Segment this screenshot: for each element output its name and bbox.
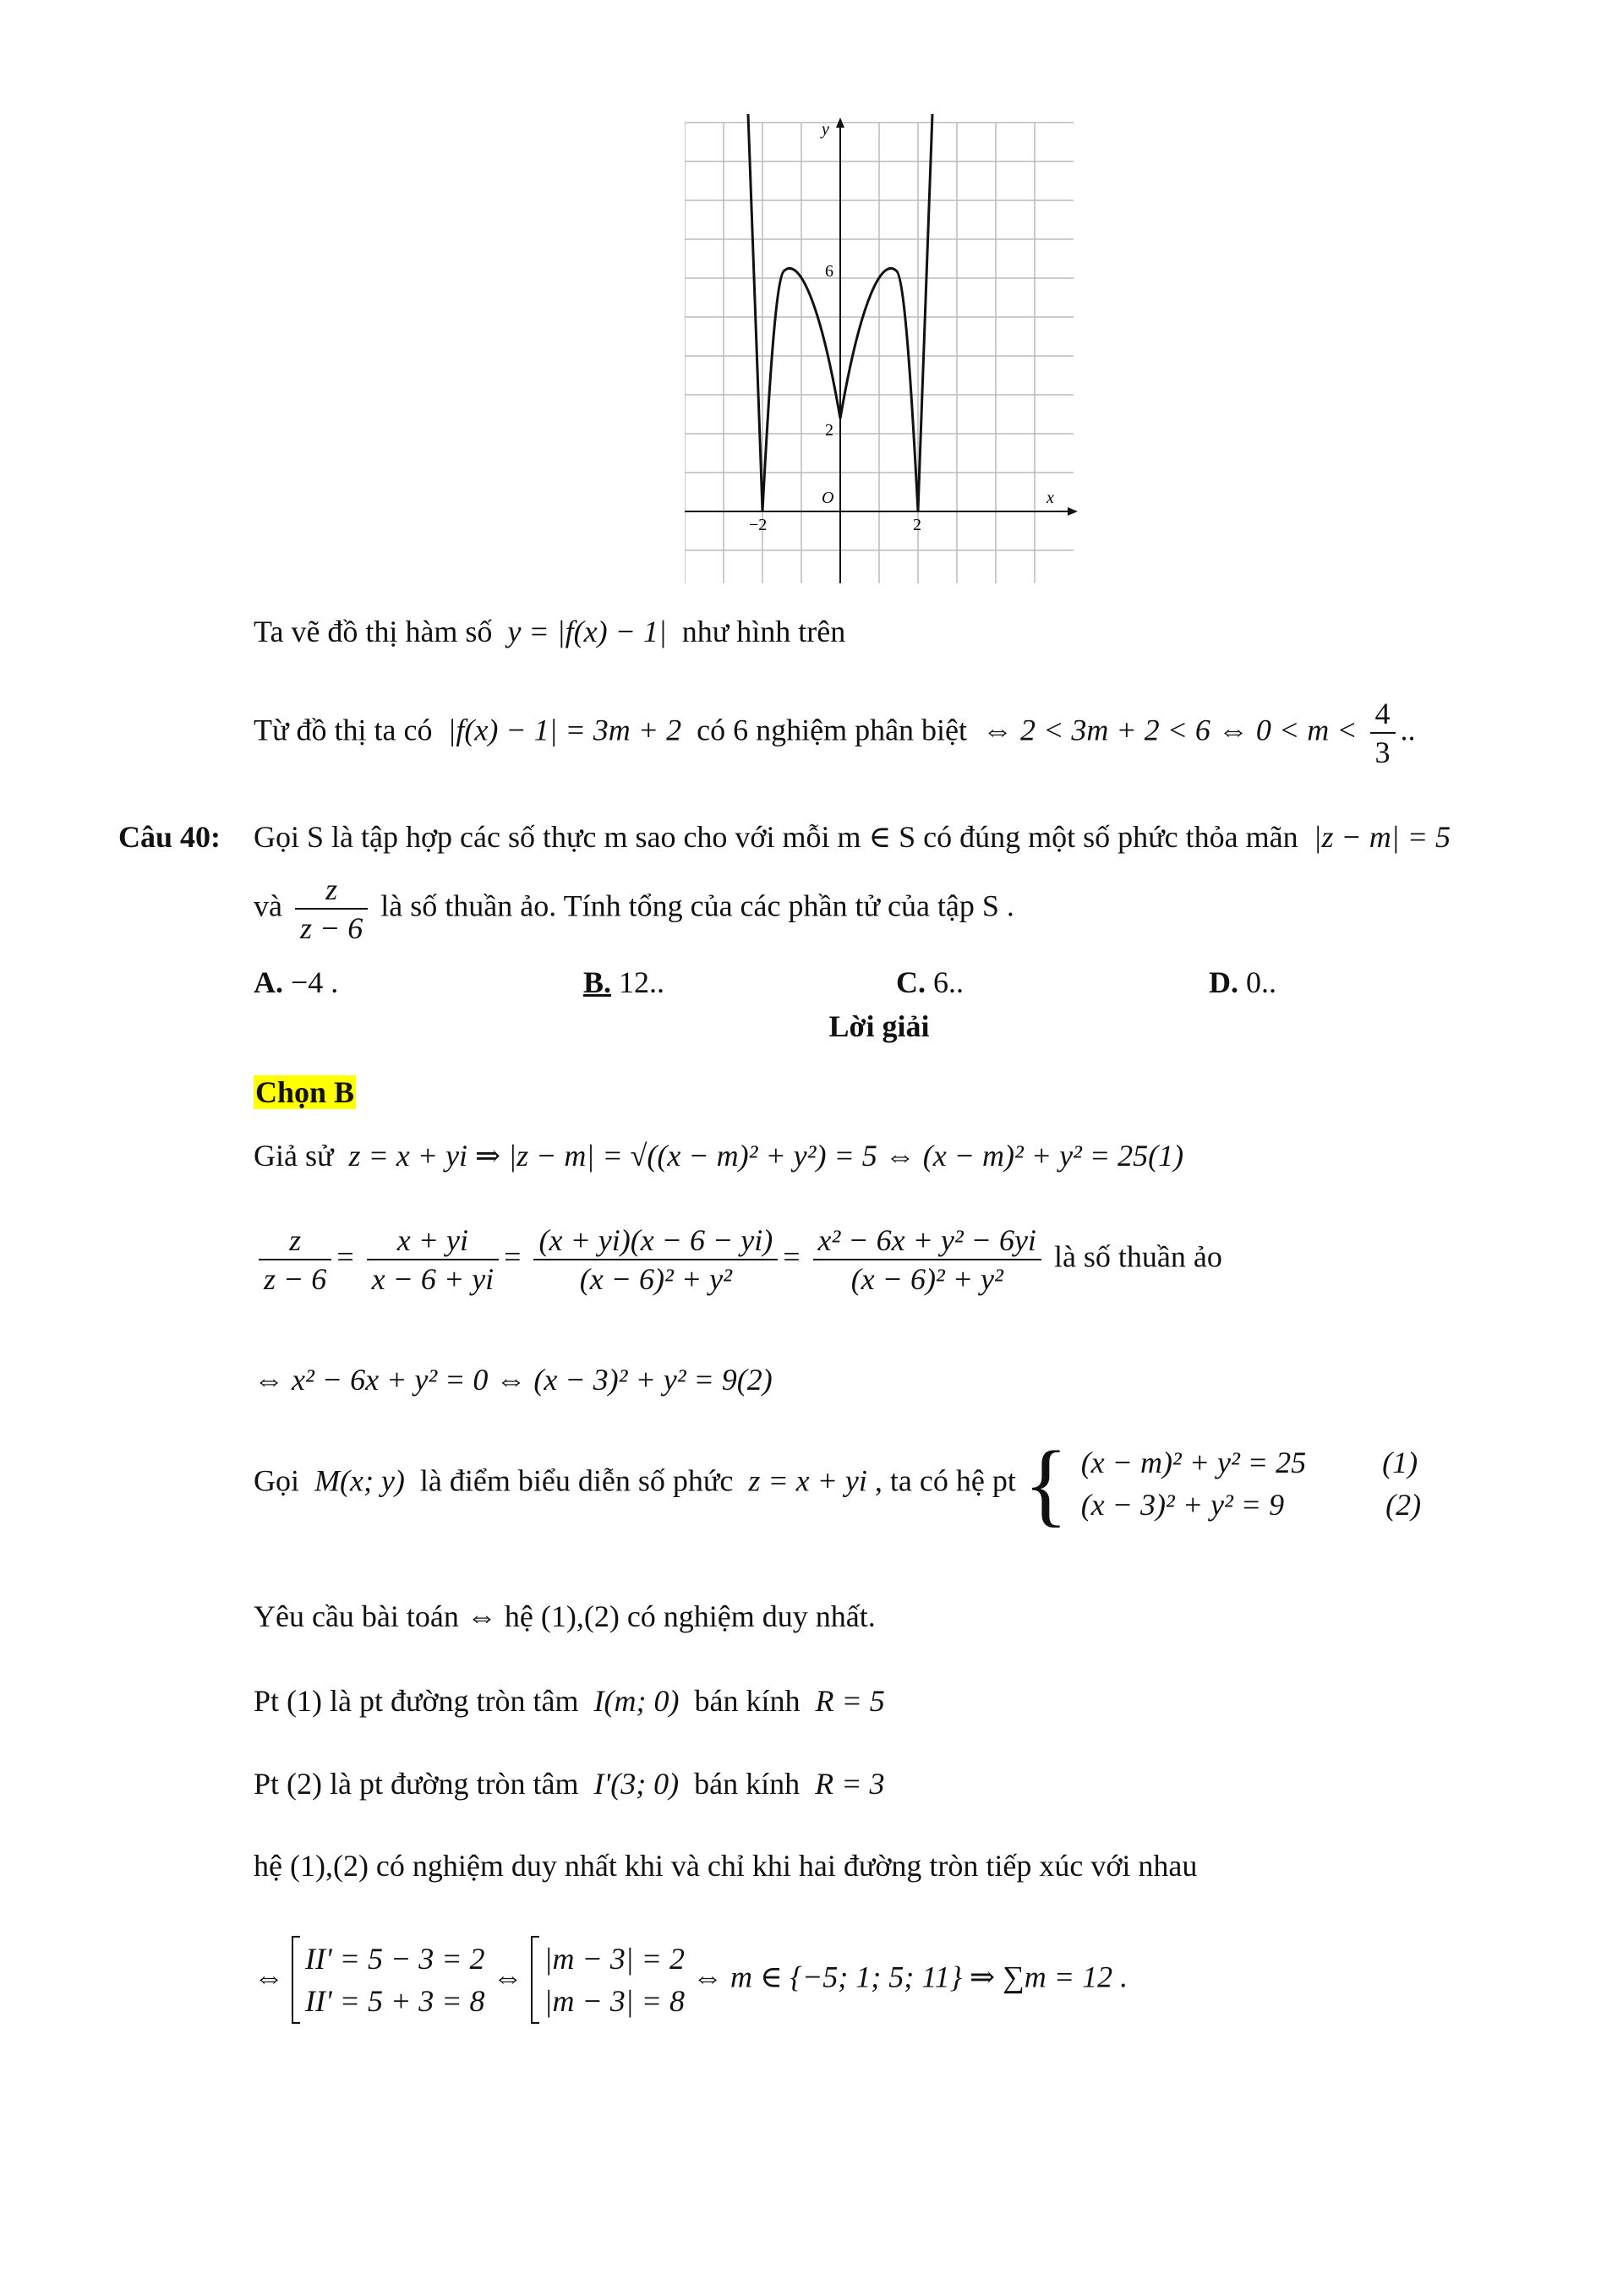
question-line-2: và $\frac{z}{z - 6}$ là số thuần ảo. Tính tổng của các phần tử của tập S .	[254, 872, 1014, 945]
y-axis-label: y	[822, 120, 829, 139]
chosen-answer: Chọn B	[255, 1075, 355, 1109]
fraction-z-over-z-6: $\frac{z}{z - 6}$	[295, 871, 368, 947]
grid	[685, 123, 1074, 583]
bracket-2	[531, 1936, 539, 2024]
intro-line-2: Từ đồ thị ta có |f(x) − 1| = 3m + 2 có 6 nghiệm phân biệt ⇔ 2 < 3m + 2 < 6 ⇔ 0 < m < $\frac{4}{3}$ ..	[254, 697, 1416, 769]
system-brace: {	[1023, 1432, 1068, 1535]
intro-line-1: Ta vẽ đồ thị hàm số y = |f(x) − 1| như hình trên	[254, 615, 846, 648]
option-b[interactable]: B. 12..	[583, 965, 665, 999]
bracket-1	[292, 1936, 300, 2024]
solution-title: Lời giải	[828, 1009, 930, 1043]
solution-step-2: $\frac{z}{z - 6}$ = $\frac{x + yi}{x - 6 + yi}$ = $\frac{(x + yi)(x - 6 - yi)}{\text{(x − 6)² + y²}}$ = $\frac{\text{x² − 6x + y² − 6yi}}{\text{(x − 6)² + y²}}$ là số thuần ảo	[254, 1222, 1222, 1298]
solution-step-9: ⇔ II' = 5 − 3 = 2 II' = 5 + 3 = 8 ⇔ |m − 3| = 2 |m − 3| = 8 ⇔ m ∈ {−5; 1; 5; 11} ⇒ ∑m = 12 .	[254, 1936, 1128, 2024]
origin-label: O	[822, 489, 834, 507]
tick-xm2: −2	[749, 516, 768, 534]
solution-step-1: Giả sử z = x + yi ⇒ |z − m| = √((x − m)² + y²) = 5 ⇔ (x − m)² + y² = 25(1)	[254, 1139, 1184, 1173]
tick-y2: 2	[825, 421, 833, 440]
function-graph	[685, 114, 1082, 588]
solution-step-3: ⇔ x² − 6x + y² = 0 ⇔ (x − 3)² + y² = 9(2)	[254, 1363, 773, 1397]
fraction-4-3: $\frac{4}{3}$	[1370, 695, 1396, 771]
tick-y6: 6	[825, 262, 833, 281]
equation-system: (x − m)² + y² = 25 (1) (x − 3)² + y² = 9 (2)	[1080, 1446, 1422, 1522]
option-c[interactable]: C. 6..	[896, 965, 964, 999]
option-a[interactable]: A. −4 .	[254, 965, 339, 999]
solution-step-8: hệ (1),(2) có nghiệm duy nhất khi và chỉ khi hai đường tròn tiếp xúc với nhau	[254, 1849, 1198, 1883]
question-label: Câu 40:	[118, 820, 221, 854]
tick-x2: 2	[913, 516, 921, 534]
question-line-1: Gọi S là tập hợp các số thực m sao cho với mỗi m ∈ S có đúng một số phức thỏa mãn |z − m| = 5	[254, 820, 1451, 854]
solution-step-4: Gọi M(x; y) là điểm biểu diễn số phức z = x + yi , ta có hệ pt { (x − m)² + y² = 25 (1) (x − 3)² + y² = 9 (2)	[254, 1432, 1422, 1535]
solution-step-5: Yêu cầu bài toán ⇔ hệ (1),(2) có nghiệm duy nhất.	[254, 1599, 876, 1633]
option-d[interactable]: D. 0..	[1209, 965, 1276, 999]
solution-step-6: Pt (1) là pt đường tròn tâm I(m; 0) bán kính R = 5	[254, 1684, 885, 1718]
solution-step-7: Pt (2) là pt đường tròn tâm I'(3; 0) bán kính R = 3	[254, 1767, 885, 1801]
x-axis-label: x	[1046, 489, 1054, 507]
x-axis-arrow	[1068, 507, 1078, 516]
